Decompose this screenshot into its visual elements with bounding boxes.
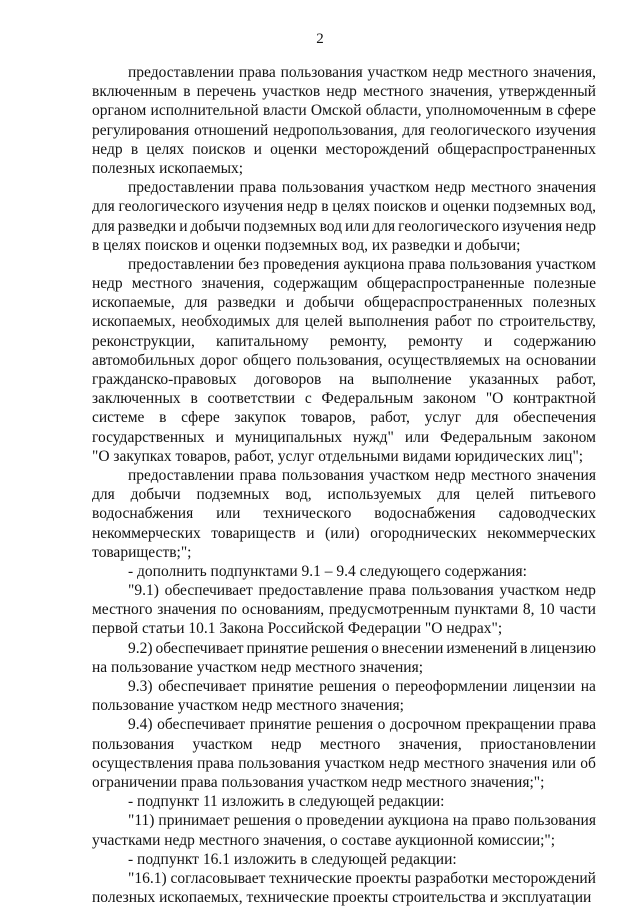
text-line: реконструкции, капитальному ремонту, ремонту и содержанию [92,332,596,350]
text-line: для геологического изучения недр в целях поисков и оценки подземных вод, [92,198,596,216]
text-line: 9.2) обеспечивает принятие решения о внесении изменений в лицензию [128,639,596,657]
text-line: "11) принимает решения о проведении аукциона на право пользования [128,812,596,830]
text-line: товариществ;"; [92,543,192,561]
text-line: для добычи подземных вод, используемых для целей питьевого [92,486,596,504]
text-line: включенным в перечень участков недр местного значения, утвержденный [92,83,596,101]
text-line: 9.4) обеспечивает принятие решения о досрочном прекращении права [128,716,596,734]
text-line: системе в сфере закупок товаров, работ, услуг для обеспечения [92,409,596,427]
text-line: недр местного значения, содержащим общераспространенные полезные [92,275,596,293]
text-line: в целях поисков и оценки подземных вод, их разведки и добычи; [92,236,521,254]
text-line: заключенных в соответствии с Федеральным законом "О контрактной [92,390,596,408]
text-line: недр в целях поисков и оценки месторождений общераспространенных [92,140,596,158]
text-line: - подпункт 16.1 изложить в следующей редакции: [128,850,457,868]
paragraph [92,255,596,466]
text-line: местного значения по основаниям, предусмотренным пунктами 8, 10 части [92,601,596,619]
paragraph [92,63,596,178]
text-line: участками недр местного значения, о составе аукционной комиссии;"; [92,831,556,849]
text-line: некоммерческих товариществ и (или) огороднических некоммерческих [92,524,596,542]
text-line: пользования участком недр местного значения, приостановлении [92,735,596,753]
document-body [92,63,596,907]
paragraph [92,869,596,907]
text-line: осуществления права пользования участком недр местного значения или об [92,754,596,772]
text-line: - подпункт 11 изложить в следующей редакции: [128,793,445,811]
text-line: гражданско-правовых договоров на выполнение указанных работ, [92,371,596,388]
paragraph [92,178,596,255]
text-line: "9.1) обеспечивает предоставление права пользования участком недр [128,582,596,600]
text-line: "16.1) согласовывает технические проекты разработки месторождений [128,869,596,887]
text-line: органом исполнительной власти Омской области, уполномоченным в сфере [92,102,596,120]
text-line: первой статьи 10.1 Закона Российской Федерации "О недрах"; [92,620,503,638]
paragraph [92,581,596,639]
paragraph [92,792,596,811]
text-line: ископаемые, для разведки и добычи общераспространенных полезных [92,294,596,312]
text-line: предоставлении права пользования участком недр местного значения [128,466,596,484]
text-line: ископаемых, необходимых для целей выполнения работ по строительству, [92,313,596,331]
text-line: регулирования отношений недропользования, для геологического изучения [92,121,596,139]
text-line: предоставлении без проведения аукциона права пользования участком [128,255,596,273]
paragraph [92,811,596,849]
text-line: на пользование участком недр местного значения; [92,658,424,676]
text-line: полезных ископаемых, технические проекты строительства и эксплуатации [92,889,592,907]
text-line: ограничении права пользования участком недр местного значения;"; [92,773,545,791]
paragraph [92,639,596,677]
paragraph [92,850,596,869]
paragraph [92,466,596,562]
text-line: для разведки и добычи подземных вод или для геологического изучения недр [92,217,596,235]
text-line: водоснабжения или технического водоснабжения садоводческих [92,505,596,523]
paragraph [92,677,596,715]
paragraph [92,715,596,792]
text-line: полезных ископаемых; [92,159,244,177]
text-line: предоставлении права пользования участком недр местного значения [128,179,596,197]
paragraph [92,562,596,581]
text-line: пользование участком недр местного значения; [92,697,404,715]
text-line: "О закупках товаров, работ, услуг отдельными видами юридических лиц"; [92,447,584,465]
page-number: 2 [316,31,324,47]
text-line: государственных и муниципальных нужд" или Федеральным законом [92,428,596,446]
text-line: 9.3) обеспечивает принятие решения о переоформлении лицензии на [128,678,596,695]
text-line: автомобильных дорог общего пользования, осуществляемых на основании [92,351,596,369]
text-line: предоставлении права пользования участком недр местного значения, [128,64,596,81]
text-line: - дополнить подпунктами 9.1 – 9.4 следующего содержания: [128,562,527,580]
